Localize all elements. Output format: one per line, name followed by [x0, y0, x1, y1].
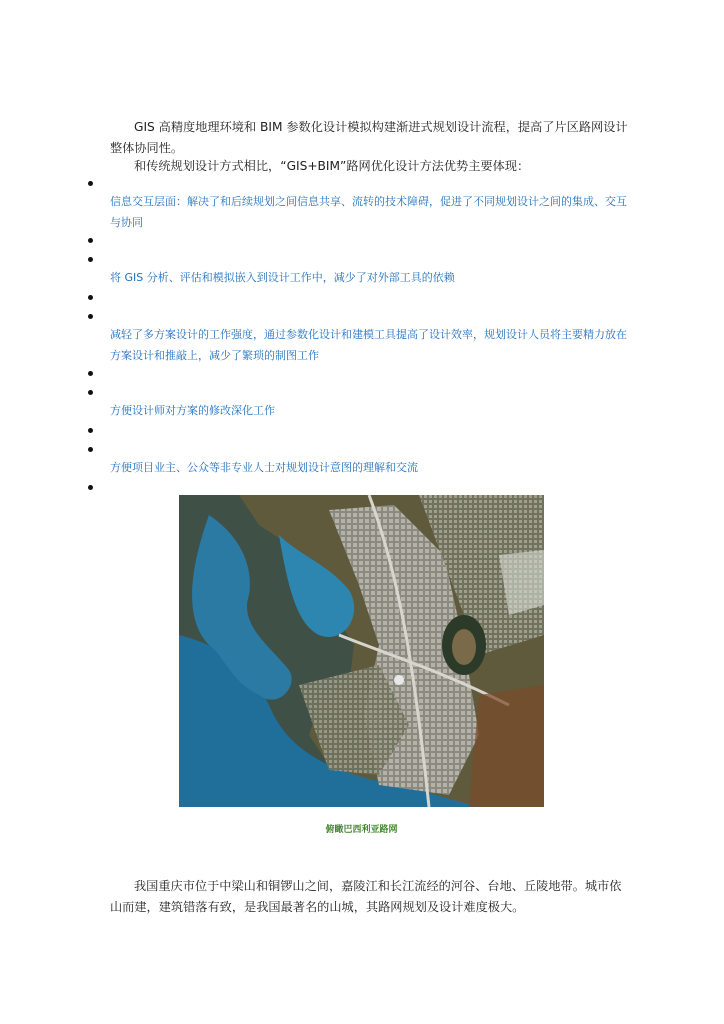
bullet: [88, 485, 93, 490]
bullet: [88, 428, 93, 433]
bullet: [88, 295, 93, 300]
list-item-1: 信息交互层面：解决了和后续规划之间信息共享、流转的技术障碍，促进了不同规划设计之间的集成、交互与协同: [110, 195, 627, 229]
bullet: [88, 447, 93, 452]
figure-caption: 俯瞰巴西利亚路网: [325, 825, 398, 835]
advantages-intro: 和传统规划设计方式相比，“GIS+BIM”路网优化设计方法优势主要体现：: [134, 159, 530, 173]
list-item-3: 减轻了多方案设计的工作强度，通过参数化设计和建模工具提高了设计效率，规划设计人员将主要精力放在方案设计和推敲上，减少了繁琐的制图工作: [110, 328, 627, 362]
aerial-city-photo: [179, 495, 544, 807]
list-item-2: 将 GIS 分析、评估和模拟嵌入到设计工作中，减少了对外部工具的依赖: [110, 271, 455, 284]
list-item-4: 方便设计师对方案的修改深化工作: [110, 404, 275, 417]
bullet: [88, 390, 93, 395]
bullet: [88, 257, 93, 262]
bullet: [88, 314, 93, 319]
chongqing-paragraph: 我国重庆市位于中梁山和铜锣山之间，嘉陵江和长江流经的河谷、台地、丘陵地带。城市依山而建，建筑错落有致，是我国最著名的山城，其路网规划及设计难度极大。: [110, 879, 622, 914]
bullet: [88, 181, 93, 186]
intro-paragraph: GIS 高精度地理环境和 BIM 参数化设计模拟构建渐进式规划设计流程，提高了片区路网设计整体协同性。: [110, 120, 628, 155]
bullet: [88, 238, 93, 243]
bullet: [88, 371, 93, 376]
list-item-5: 方便项目业主、公众等非专业人士对规划设计意图的理解和交流: [110, 461, 418, 474]
